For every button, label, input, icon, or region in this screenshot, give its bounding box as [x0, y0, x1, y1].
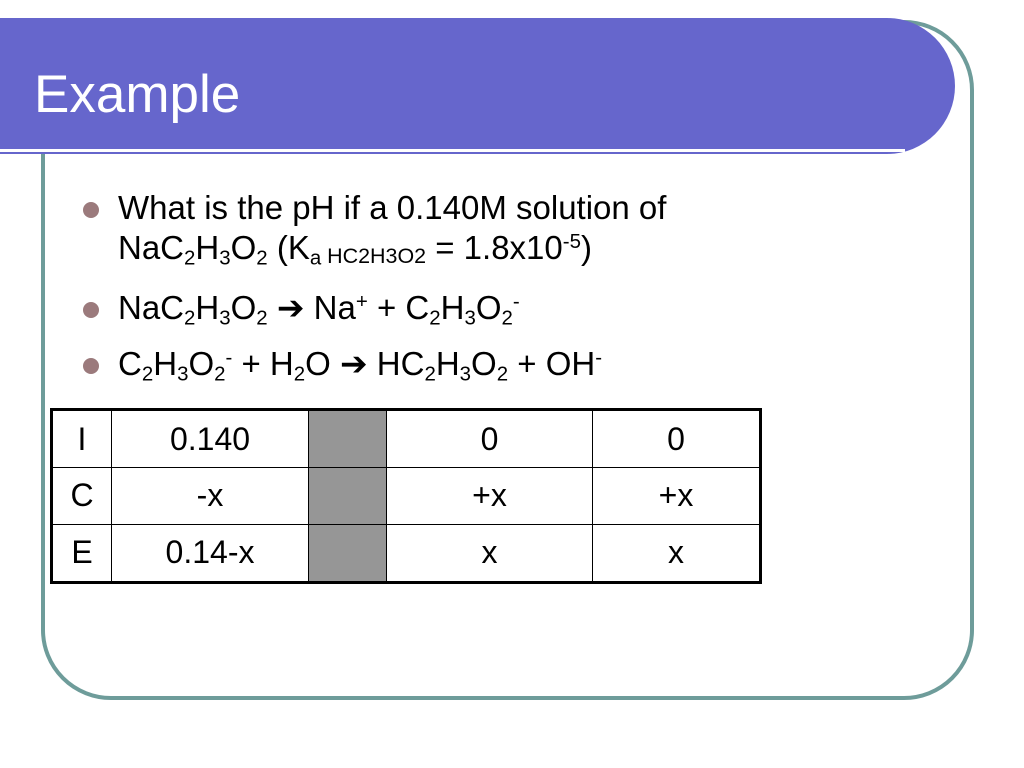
dissociation-equation: $NaC_2H_3O_2$ ➔ $Na^+ + C_2H_3O_2^-$	[118, 288, 520, 330]
table-cell-shaded	[309, 524, 387, 582]
table-cell: +x	[387, 468, 593, 525]
table-row	[52, 468, 761, 525]
table-cell: +x	[593, 468, 761, 525]
table-cell: E	[52, 524, 112, 582]
question-line-2: $NaC_2H_3O_2$ ($K_a$ $HC2H3O2 = 1.8x10^{-5}$)	[118, 229, 592, 270]
bullet-item-dissociation	[78, 288, 798, 328]
table-cell: 0.140	[112, 410, 309, 468]
bullet-icon	[83, 302, 99, 318]
table-row	[52, 410, 761, 468]
slide-title: Example	[34, 65, 241, 124]
title-bar	[0, 18, 955, 154]
table-cell-shaded	[309, 468, 387, 525]
bullet-icon	[83, 202, 99, 218]
ice-table	[50, 408, 762, 584]
bullet-list	[78, 188, 798, 404]
table-row	[52, 524, 761, 582]
table-cell: 0	[593, 410, 761, 468]
table-cell: C	[52, 468, 112, 525]
title-underline	[0, 149, 905, 152]
table-cell: x	[593, 524, 761, 582]
table-cell: 0.14-x	[112, 524, 309, 582]
table-cell-shaded	[309, 410, 387, 468]
question-line-1: What is the pH if a 0.140M solution of	[118, 189, 667, 226]
bullet-item-hydrolysis	[78, 344, 798, 384]
table-cell: -x	[112, 468, 309, 525]
bullet-icon	[83, 358, 99, 374]
table-cell: 0	[387, 410, 593, 468]
bullet-item-question	[78, 188, 798, 276]
table-cell: x	[387, 524, 593, 582]
hydrolysis-equation: $C_2H_3O_2^- + H_2O$ ➔ $HC_2H_3O_2 + OH^-$	[118, 344, 603, 386]
table-cell: I	[52, 410, 112, 468]
